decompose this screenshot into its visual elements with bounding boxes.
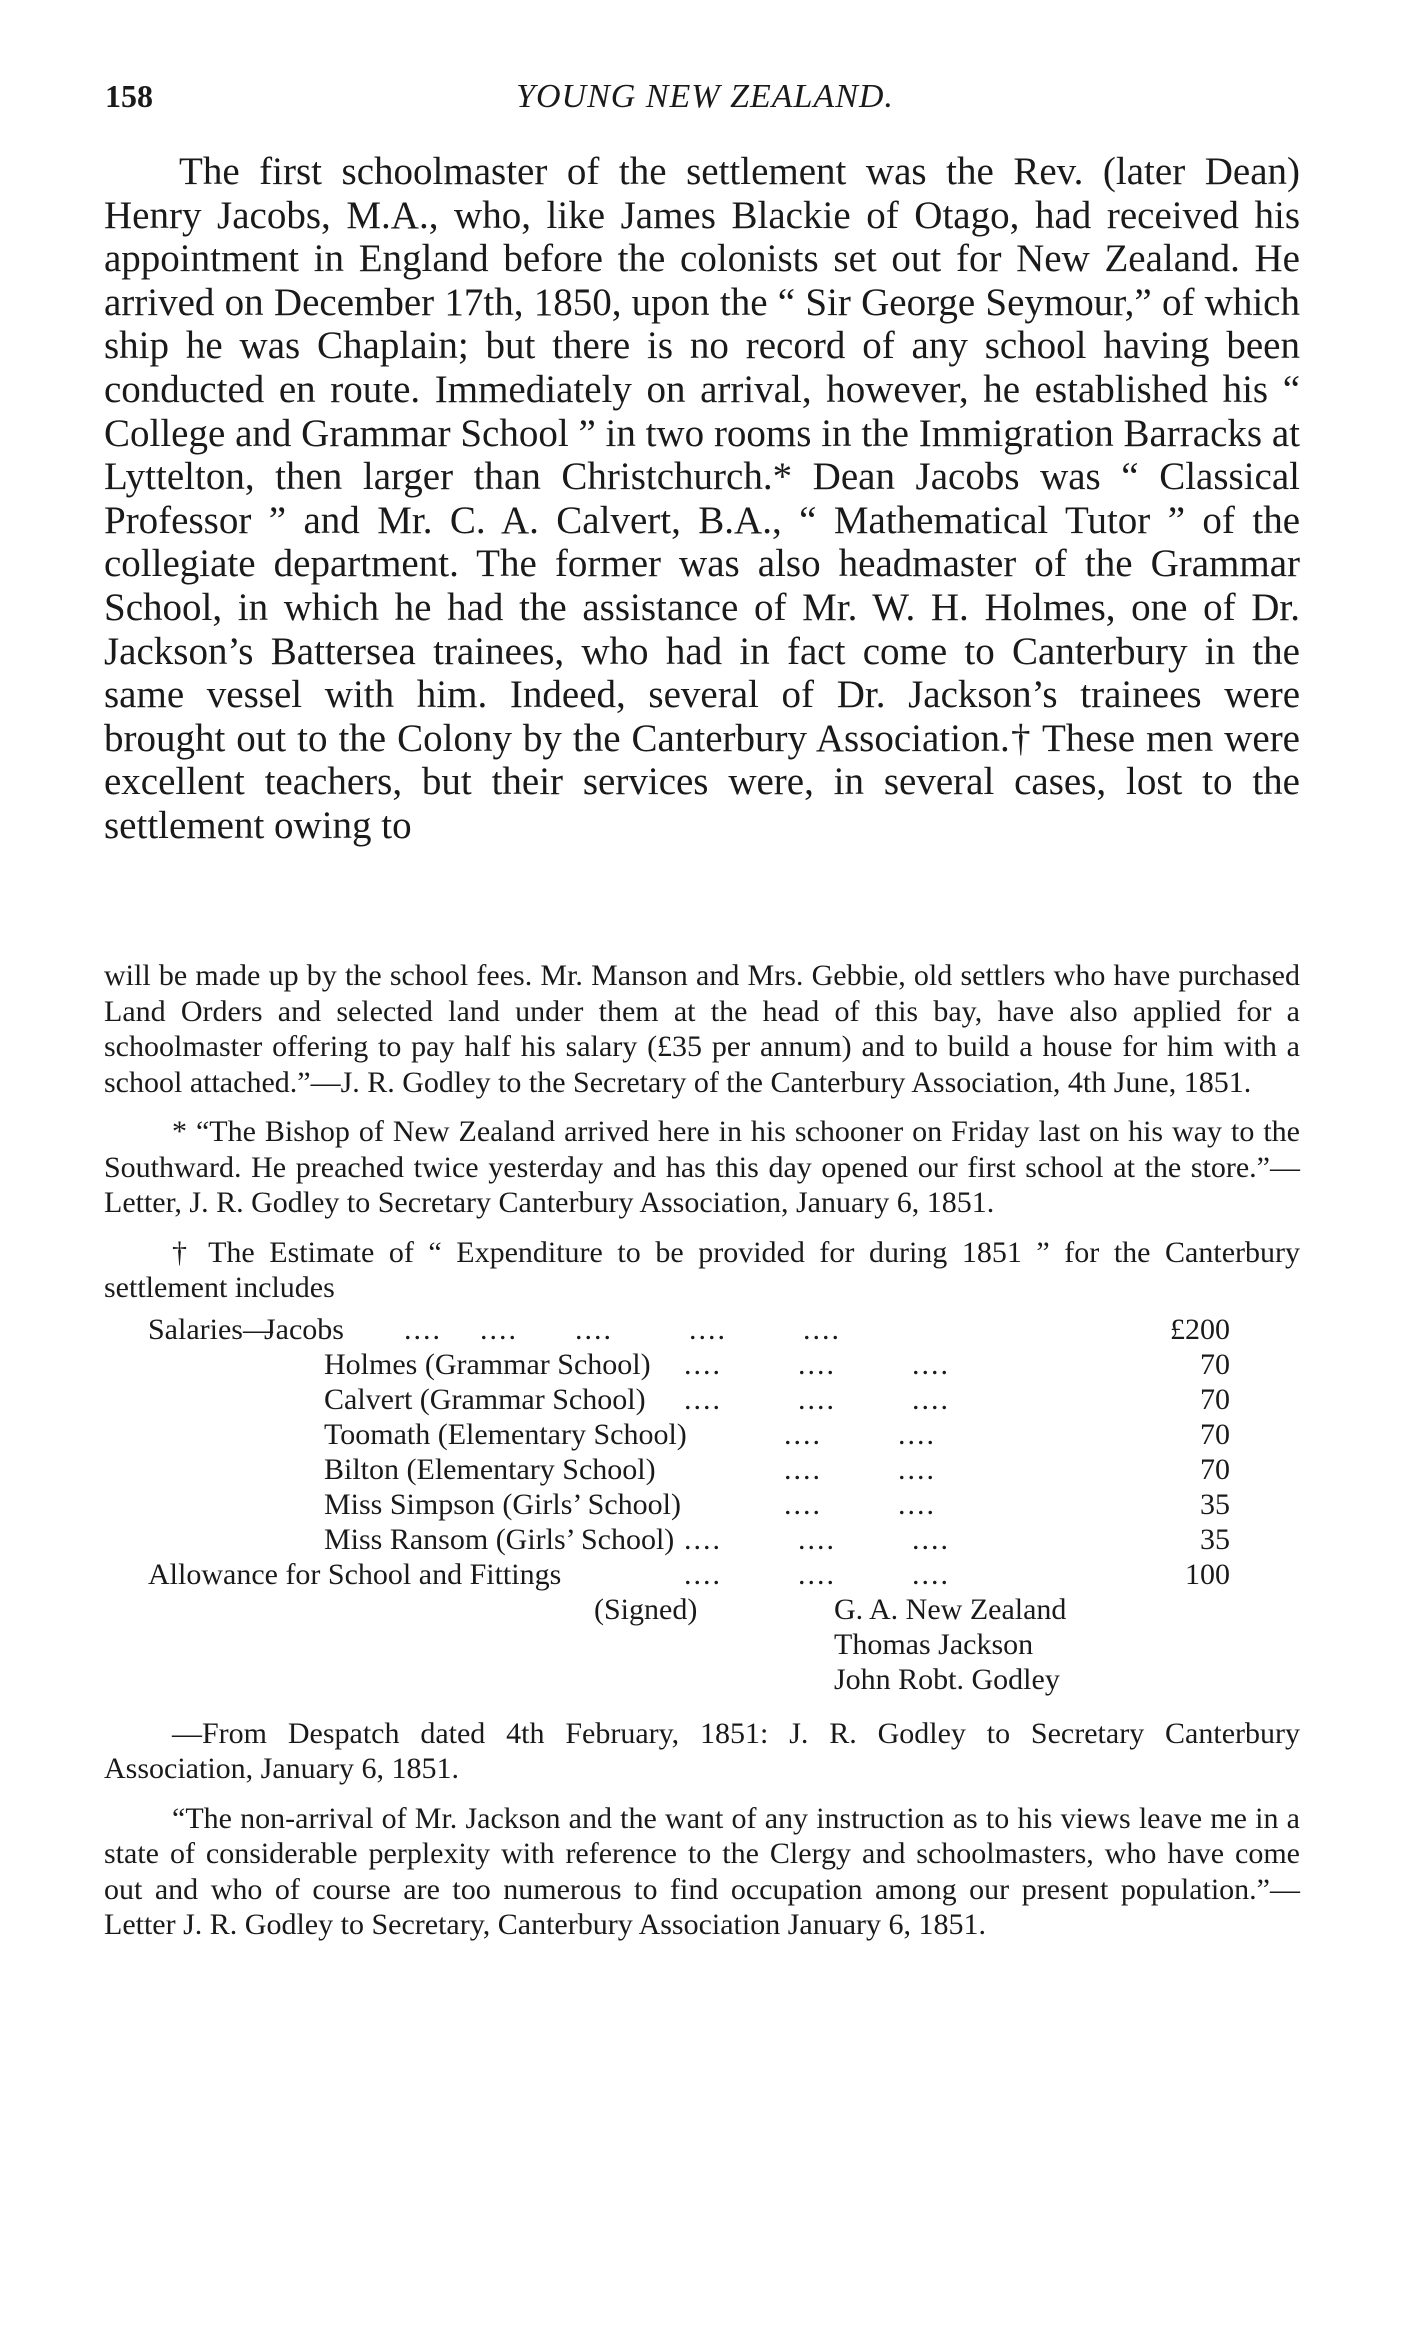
leader-dots: .... .... bbox=[784, 1417, 936, 1451]
estimate-prefix: Allowance for School and Fittings bbox=[148, 1557, 562, 1591]
estimate-row bbox=[104, 1452, 1300, 1487]
main-paragraph: The first schoolmaster of the settlement was the Rev. (later Dean) Henry Jacobs, M.A., who, like James Blackie of Otago, had received his appointment in England before the colonists set out for New Zealand. He arrived on December 17th, 1850, upon the “ Sir George Seymour,” of which ship he was Chaplain; but there is no record of any school having been conducted en route. Immediately on arrival, however, he established his “ College and Grammar School ” in two rooms in the Immigration Barracks at Lyttelton, then larger than Christchurch.* Dean Jacobs was “ Classical Professor ” and Mr. C. A. Calvert, B.A., “ Mathematical Tutor ” of the collegiate department. The former was also headmaster of the Grammar School, in which he had the assistance of Mr. W. H. Holmes, one of Dr. Jackson’s Battersea trainees, who had in fact come to Canterbury in the same vessel with him. Indeed, several of Dr. Jackson’s trainees were brought out to the Colony by the Canterbury Association.† These men were excellent teachers, but their services were, in several cases, lost to the settlement owing to bbox=[104, 150, 1300, 847]
estimate-amount: 100 bbox=[1185, 1557, 1230, 1591]
leader-dots: .... .... .... .... .... bbox=[404, 1312, 841, 1346]
estimate-row bbox=[104, 1347, 1300, 1382]
signatory: Thomas Jackson bbox=[834, 1627, 1034, 1661]
estimate-label: Toomath (Elementary School) bbox=[324, 1417, 687, 1451]
signatures bbox=[104, 1592, 1300, 1702]
estimate-amount: 70 bbox=[1200, 1382, 1230, 1416]
estimate-amount: 35 bbox=[1200, 1487, 1230, 1521]
estimate-label: Calvert (Grammar School) bbox=[324, 1382, 646, 1416]
main-text bbox=[104, 150, 1300, 848]
signatory: G. A. New Zealand bbox=[834, 1592, 1067, 1626]
footnote-continued: will be made up by the school fees. Mr. Manson and Mrs. Gebbie, old settlers who have purchased Land Orders and selected land under them at the head of this bay, have also applied for a schoolmaster offering to pay half his salary (£35 per annum) and to build a house for him with a school attached.”—J. R. Godley to the Secretary of the Canterbury Association, 4th June, 1851. bbox=[104, 959, 1300, 1099]
page-number: 158 bbox=[105, 78, 153, 114]
footnote-dagger-intro: † The Estimate of “ Expenditure to be provided for during 1851 ” for the Canterbury settlement includes bbox=[104, 1235, 1300, 1304]
estimate-label: Miss Ransom (Girls’ School) bbox=[324, 1522, 675, 1556]
signed-label: (Signed) bbox=[594, 1592, 698, 1626]
signatory-list bbox=[834, 1592, 1066, 1697]
footnote-star: * “The Bishop of New Zealand arrived here in his schooner on Friday last on his way to the Southward. He preached twice yesterday and has this day opened our first school at the store.”—Letter, J. R. Godley to Secretary Canterbury Association, January 6, 1851. bbox=[104, 1115, 1300, 1219]
estimate-row bbox=[104, 1487, 1300, 1522]
estimate-amount: 70 bbox=[1200, 1417, 1230, 1451]
estimate-amount: 35 bbox=[1200, 1522, 1230, 1556]
estimate-label: Jacobs bbox=[264, 1312, 344, 1346]
estimate-row bbox=[104, 1522, 1300, 1557]
leader-dots: .... .... .... bbox=[684, 1347, 950, 1381]
footnote-non-arrival: “The non-arrival of Mr. Jackson and the want of any instruction as to his views leave me in a state of considerable perplexity with reference to the Clergy and schoolmasters, who have come out and who of course are too numerous to find occupation among our present population.”—Letter J. R. Godley to Secretary, Canterbury Association January 6, 1851. bbox=[104, 1801, 1300, 1941]
estimate-amount: 70 bbox=[1200, 1347, 1230, 1381]
estimate-prefix: Salaries— bbox=[148, 1312, 273, 1346]
footnote-despatch: —From Despatch dated 4th February, 1851: J. R. Godley to Secretary Canterbury Association, January 6, 1851. bbox=[104, 1716, 1300, 1785]
estimate-row bbox=[104, 1417, 1300, 1452]
estimate-amount: 70 bbox=[1200, 1452, 1230, 1486]
leader-dots: .... .... .... bbox=[684, 1557, 950, 1591]
estimate-row bbox=[104, 1557, 1300, 1592]
running-title: YOUNG NEW ZEALAND. bbox=[516, 78, 894, 115]
leader-dots: .... .... .... bbox=[684, 1382, 950, 1416]
estimate-label: Bilton (Elementary School) bbox=[324, 1452, 656, 1486]
page-header bbox=[105, 78, 1305, 128]
estimate-row bbox=[104, 1312, 1300, 1347]
estimate-table bbox=[104, 1312, 1300, 1592]
estimate-amount: £200 bbox=[1170, 1312, 1230, 1346]
leader-dots: .... .... bbox=[784, 1487, 936, 1521]
leader-dots: .... .... bbox=[784, 1452, 936, 1486]
estimate-label: Holmes (Grammar School) bbox=[324, 1347, 651, 1381]
leader-dots: .... .... .... bbox=[684, 1522, 950, 1556]
footnotes bbox=[104, 958, 1300, 1957]
estimate-label: Miss Simpson (Girls’ School) bbox=[324, 1487, 681, 1521]
estimate-row bbox=[104, 1382, 1300, 1417]
signatory: John Robt. Godley bbox=[834, 1662, 1060, 1696]
